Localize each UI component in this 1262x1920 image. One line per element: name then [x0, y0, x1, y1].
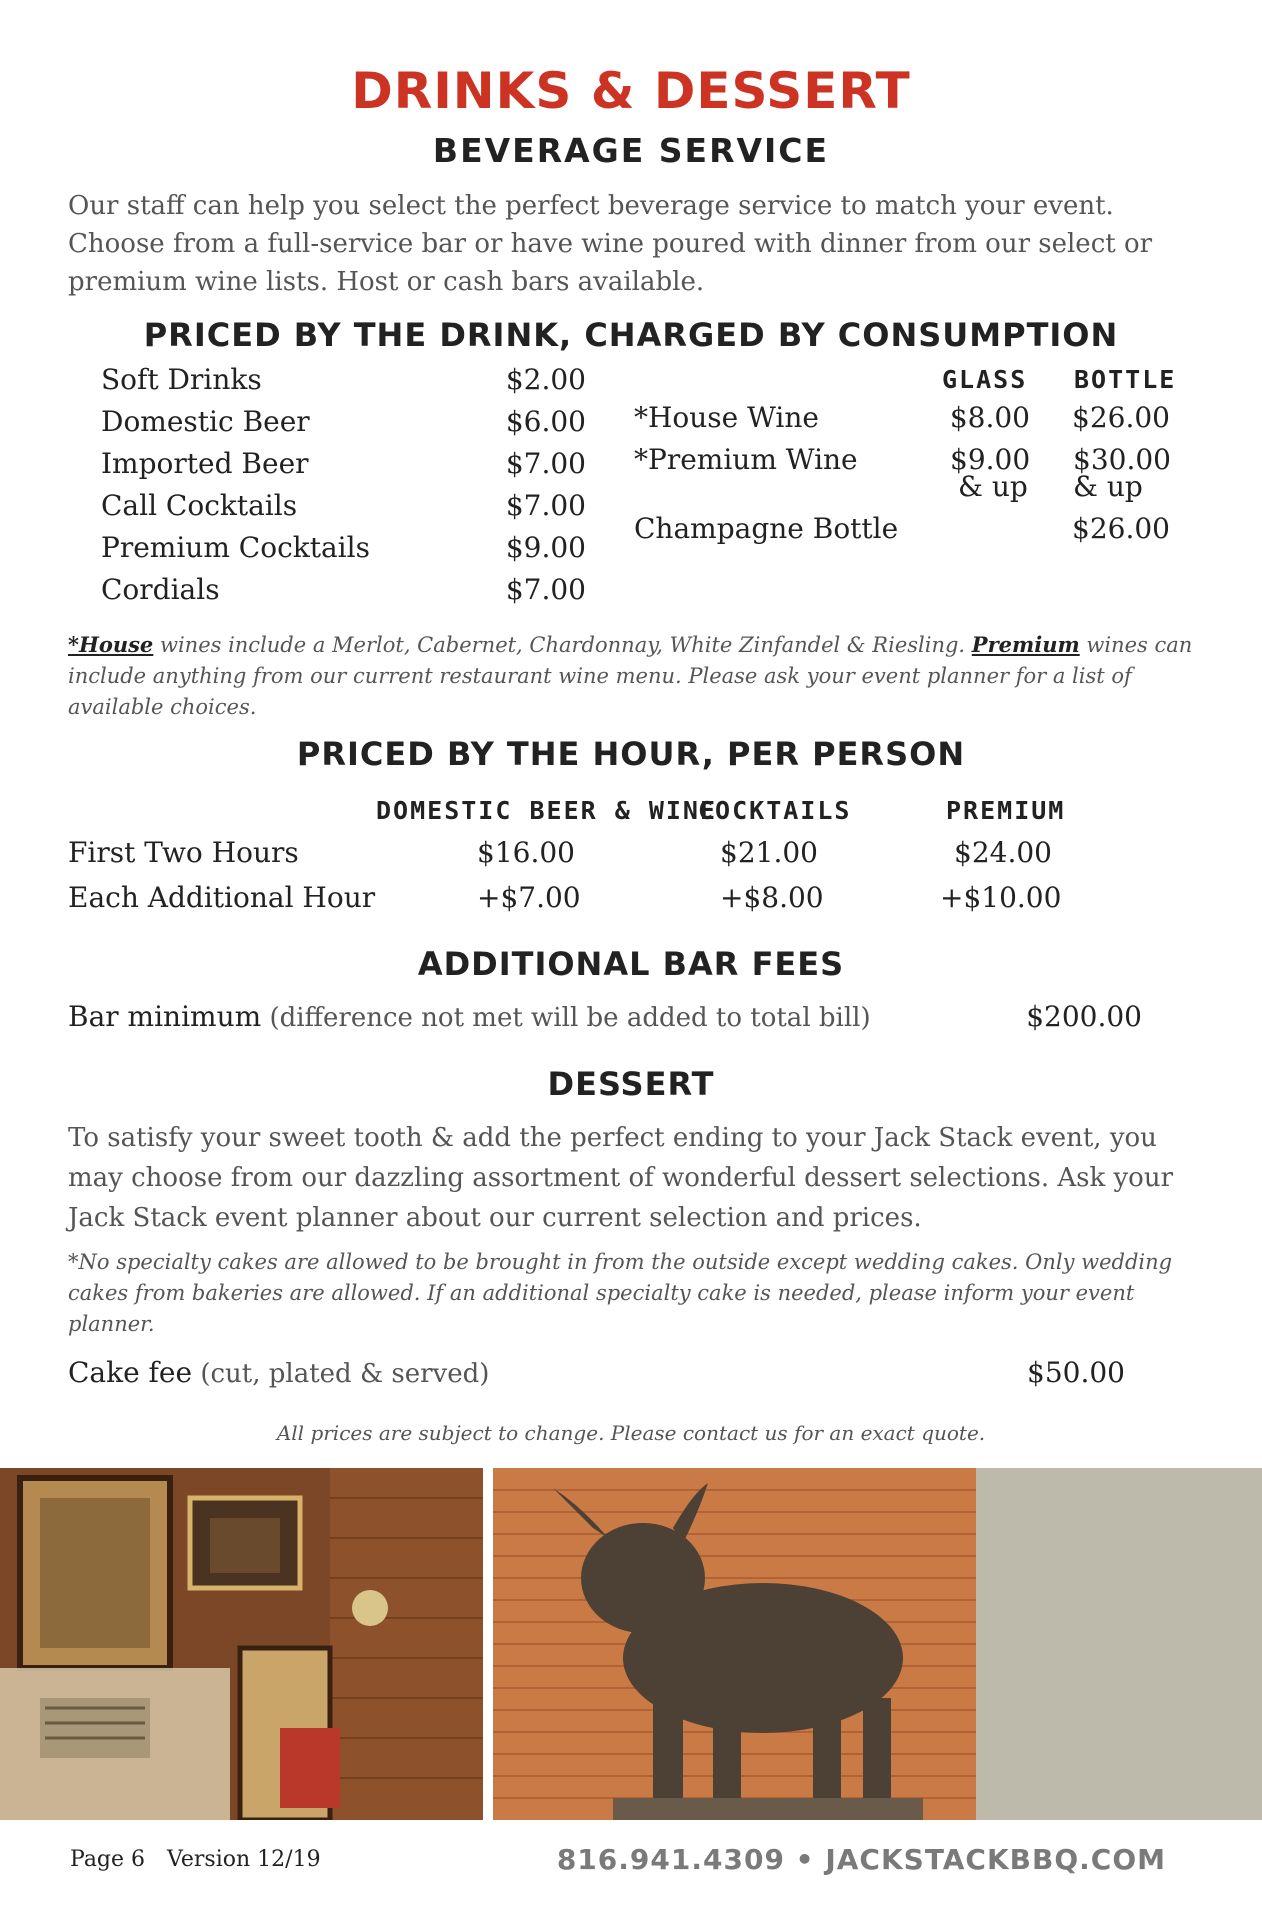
wine-bottle-price: $26.00	[1072, 512, 1170, 545]
drink-name: Domestic Beer	[101, 405, 310, 438]
cake-fee-price: $50.00	[1027, 1356, 1125, 1389]
gray-panel	[976, 1468, 1262, 1820]
bull-statue-photo	[493, 1468, 976, 1820]
bar-minimum-line	[68, 1000, 871, 1033]
wine-glass-note: & up	[958, 470, 1028, 503]
wine-bottle-note: & up	[1073, 470, 1143, 503]
drink-price: $6.00	[505, 405, 586, 438]
restaurant-interior-photo	[0, 1468, 483, 1820]
dessert-heading: DESSERT	[547, 1065, 715, 1103]
drink-price: $7.00	[505, 489, 586, 522]
dessert-note: *No specialty cakes are allowed to be brought in from the outside except wedding cakes. Only wedding cakes from bakeries are allowed. If an additional specialty cake is needed, please inform your event planner.	[68, 1250, 1173, 1336]
drink-name: Cordials	[101, 573, 220, 606]
wine-bottle-price: $26.00	[1072, 401, 1170, 434]
bar-minimum-price: $200.00	[1026, 1000, 1142, 1033]
wine-glass-price: $8.00	[949, 401, 1030, 434]
version-label: Version 12/19	[167, 1847, 321, 1872]
wine-name: *Premium Wine	[634, 443, 858, 476]
house-label: *House	[68, 632, 154, 657]
hourly-row-label: Each Additional Hour	[68, 881, 376, 914]
drink-price: $2.00	[505, 363, 586, 396]
photo-gap	[483, 1468, 493, 1820]
drink-price: $7.00	[505, 573, 586, 606]
hourly-price: $24.00	[954, 836, 1052, 869]
drink-name: Imported Beer	[101, 447, 309, 480]
cake-fee-line	[68, 1356, 489, 1389]
wine-bottle-price: $30.00	[1073, 443, 1171, 476]
bar-fees-heading: ADDITIONAL BAR FEES	[417, 945, 845, 983]
by-drink-heading: PRICED BY THE DRINK, CHARGED BY CONSUMPTION	[143, 316, 1119, 354]
wine-name: *House Wine	[634, 401, 819, 434]
wine-note	[68, 629, 1198, 723]
wine-glass-price: $9.00	[950, 443, 1031, 476]
interior-illustration	[0, 1468, 483, 1820]
hourly-row-label: First Two Hours	[68, 836, 299, 869]
drink-name: Soft Drinks	[101, 363, 262, 396]
by-hour-heading: PRICED BY THE HOUR, PER PERSON	[296, 735, 966, 773]
hourly-price: $21.00	[720, 836, 818, 869]
intro-paragraph: Our staff can help you select the perfect beverage service to match your event. Choose from a full-service bar or have wine poured with dinner from our select or premium wine lists. Host or cash bars available.	[68, 191, 1153, 297]
bull-illustration	[493, 1468, 976, 1820]
bar-minimum-detail: (difference not met will be added to total bill)	[261, 1003, 871, 1033]
hourly-column-header: PREMIUM	[946, 796, 1066, 825]
hourly-column-header: DOMESTIC BEER & WINE	[376, 796, 718, 825]
hourly-column-header: COCKTAILS	[698, 796, 852, 825]
hourly-price: +$8.00	[720, 881, 824, 914]
cake-fee-label: Cake fee	[68, 1356, 193, 1389]
page-info	[70, 1847, 321, 1872]
hourly-price: +$7.00	[477, 881, 581, 914]
wine-note-text: wines can include anything from our current restaurant wine menu. Please ask your event planner for a list of available choices.	[68, 633, 1193, 719]
drink-name: Premium Cocktails	[101, 531, 370, 564]
wine-name: Champagne Bottle	[634, 512, 899, 545]
drink-price: $9.00	[505, 531, 586, 564]
drink-name: Call Cocktails	[101, 489, 298, 522]
wine-note-text: wines include a Merlot, Cabernet, Chardonnay, White Zinfandel & Riesling.	[153, 633, 972, 657]
bottle-column-header: BOTTLE	[1074, 365, 1177, 394]
contact-info: 816.941.4309 • JACKSTACKBBQ.COM	[556, 1843, 1166, 1876]
premium-label: Premium	[971, 632, 1080, 657]
page-number: Page 6	[70, 1847, 146, 1872]
hourly-price: $16.00	[477, 836, 575, 869]
page-title: DRINKS & DESSERT	[351, 62, 911, 120]
section-subtitle: BEVERAGE SERVICE	[432, 131, 830, 170]
hourly-price: +$10.00	[940, 881, 1062, 914]
price-disclaimer: All prices are subject to change. Please contact us for an exact quote.	[276, 1421, 986, 1445]
glass-column-header: GLASS	[942, 365, 1028, 394]
bar-minimum-label: Bar minimum	[68, 1000, 262, 1033]
cake-fee-detail: (cut, plated & served)	[192, 1359, 490, 1389]
drink-price: $7.00	[505, 447, 586, 480]
dessert-paragraph: To satisfy your sweet tooth & add the perfect ending to your Jack Stack event, you may choose from our dazzling assortment of wonderful dessert selections. Ask your Jack Stack event planner about our current selection and prices.	[68, 1123, 1173, 1233]
